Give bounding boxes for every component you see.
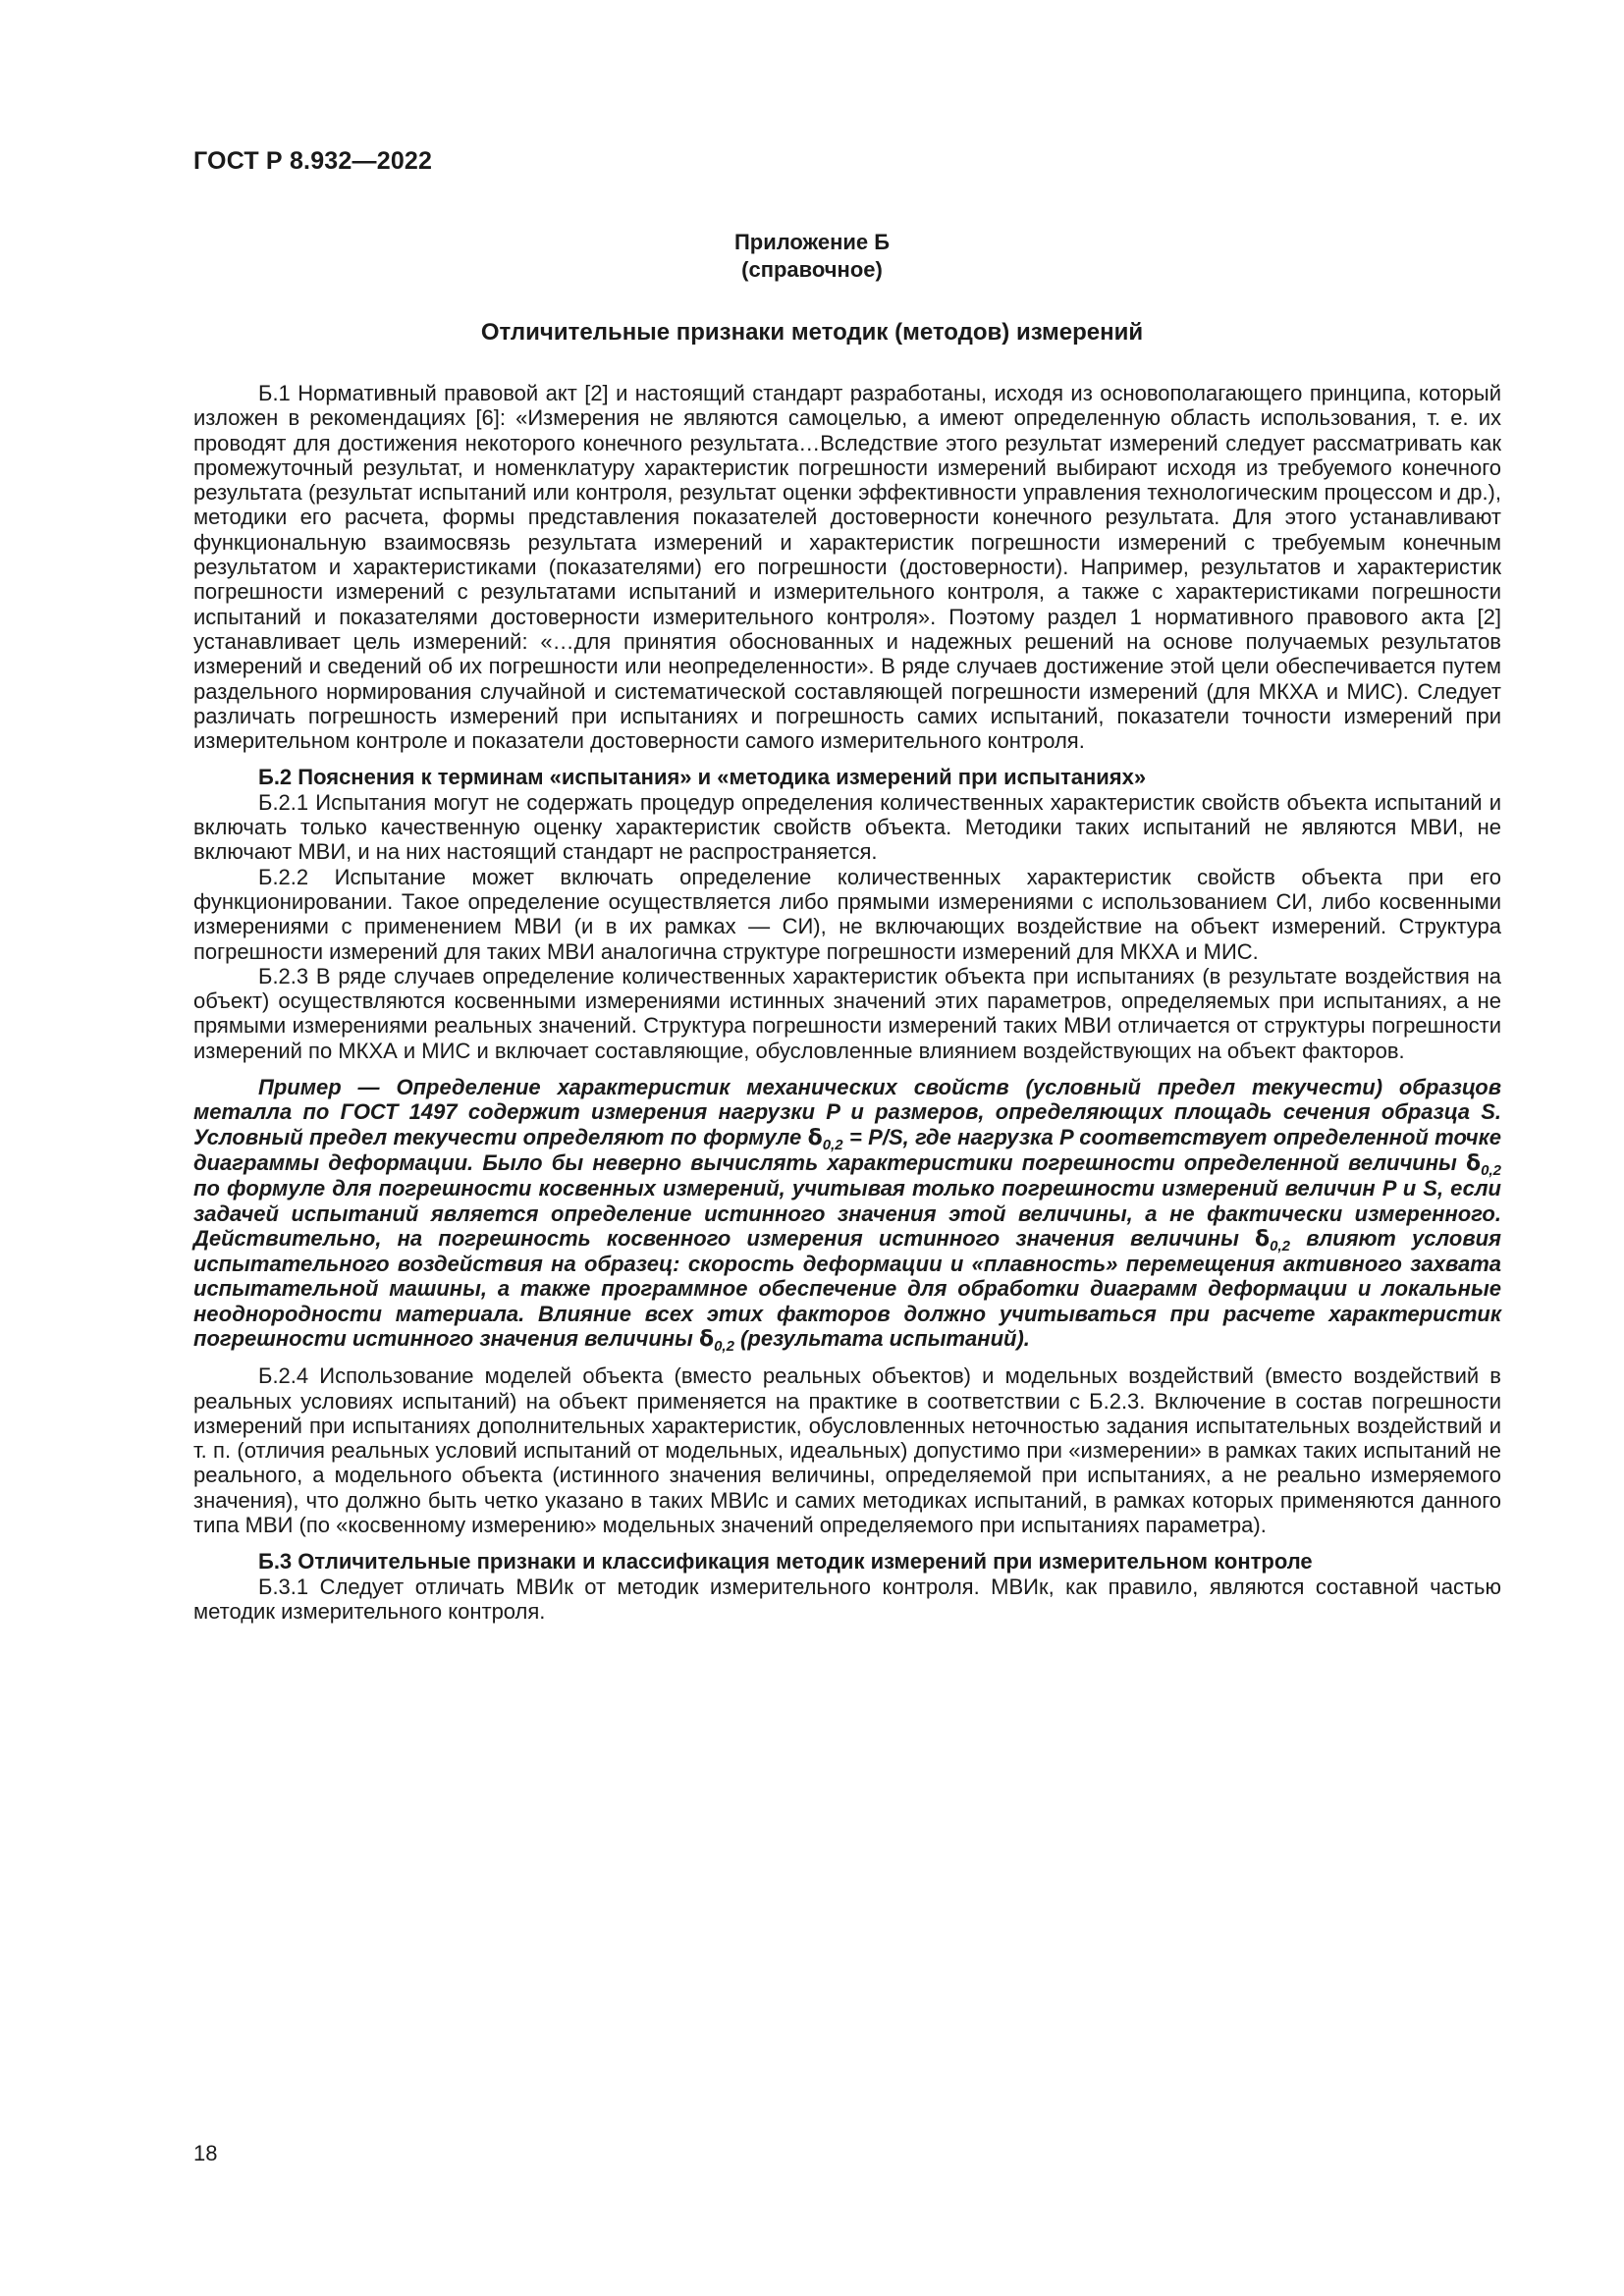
paragraph-b2-2: Б.2.2 Испытание может включать определение количественных характеристик свойств объекта при его функционировании. Такое определение осуществляется либо прямыми измерениями с использованием СИ, либо косвенными измерениями с применением МВИ (и в их рамках — СИ), не включающих воздействие на объект измерений. Структура погрешности измерений для таких МВИ аналогична структуре погрешности измерений для МКХА и МИС. xyxy=(193,864,1501,964)
document-code: ГОСТ Р 8.932—2022 xyxy=(193,147,433,175)
annex-subtitle: (справочное) xyxy=(741,257,883,282)
document-body xyxy=(193,381,1501,1624)
paragraph-b1: Б.1 Нормативный правовой акт [2] и настоящий стандарт разработаны, исходя из основополагающего принципа, который изложен в рекомендациях [6]: «Измерения не являются самоцелью, а имеют определенную область использования, т. е. их проводят для достижения некоторого конечного результата…Вследствие этого результат измерений следует рассматривать как промежуточный результат, и номенклатуру характеристик погрешности измерений выбирают исходя из требуемого конечного результата (результат испытаний или контроля, результат оценки эффективности управления технологическим процессом и др.), методики его расчета, формы представления показателей достоверности конечного результата. Для этого устанавливают функциональную взаимосвязь результата измерений и характеристик погрешности измерений с требуемым конечным результатом и характеристиками (показателями) его погрешности (достоверности). Например, результатов и характеристик погрешности измерений с результатами испытаний и измерительного контроля, а также с характеристиками погрешности испытаний и показателями достоверности измерительного контроля». Поэтому раздел 1 нормативного правового акта [2] устанавливает цель измерений: «…для принятия обоснованных и надежных решений на основе получаемых результатов измерений и сведений об их погрешности или неопределенности». В ряде случаев достижение этой цели обеспечивается путем раздельного нормирования случайной и систематической составляющей погрешности измерений (для МКХА и МИС). Следует различать погрешность измерений при испытаниях и погрешность самих испытаний, показатели точности измерений при измерительном контроле и показатели достоверности самого измерительного контроля. xyxy=(193,381,1501,754)
annex-main-title: Отличительные признаки методик (методов) измерений xyxy=(480,319,1144,346)
delta-symbol: δ xyxy=(807,1125,823,1150)
example-text: Пример — Определение характеристик механических свойств (условный предел текучести) образцов металла по ГОСТ 1497 содержит измерения нагрузки P и размеров, определяющих площадь сечения образца S. Условный предел текучести определяют по формуле xyxy=(193,1075,1501,1149)
paragraph-b2-4: Б.2.4 Использование моделей объекта (вместо реальных объектов) и модельных воздействий (вместо воздействий в реальных условиях испытаний) на объект применяется на практике в соответствии с Б.2.3. Включение в состав погрешности измерений при испытаниях дополнительных характеристик, обусловленных неточностью задания испытательных воздействий и т. п. (отличия реальных условий испытаний от модельных, идеальных) допустимо при «измерении» в рамках таких испытаний не реального, а модельного объекта (истинного значения величины, определяемой при испытаниях, а не реально измеряемого значения), что должно быть четко указано в таких МВИс и самих методиках испытаний, в рамках которых применяются данного типа МВИ (по «косвенному измерению» модельных значений определяемого при испытаниях параметра). xyxy=(193,1363,1501,1538)
example-text: влияют условия испытательного воздействия на образец: скорость деформации и «плавность» перемещения активного захвата испытательной машины, а также программное обеспечение для обработки диаграмм деформации и локальные неоднородности материала. Влияние всех этих факторов должно учитываться при расчете характеристик погрешности истинного значения величины xyxy=(193,1225,1501,1351)
example-text: = P/S, где нагрузка P соответствует определенной точке диаграммы деформации. Было бы неверно вычислять характеристики погрешности определенной величины xyxy=(193,1124,1501,1175)
section-heading-b3: Б.3 Отличительные признаки и классификация методик измерений при измерительном контроле xyxy=(258,1549,1313,1575)
annex-title: Приложение Б xyxy=(733,230,891,254)
example-text: по формуле для погрешности косвенных измерений, учитывая только погрешности измерений величин P и S, если задачей испытаний является определение истинного значения этой величины, а не фактически измеренного. Действительно, на погрешность косвенного измерения истинного значения величины xyxy=(193,1176,1501,1251)
section-heading-b2: Б.2 Пояснения к терминам «испытания» и «методика измерений при испытаниях» xyxy=(258,765,1147,790)
delta-subscript: 0,2 xyxy=(822,1136,843,1153)
example-paragraph xyxy=(193,1075,1501,1355)
page-number: 18 xyxy=(193,2141,218,2165)
example-text: (результата испытаний). xyxy=(733,1325,1030,1351)
delta-symbol: δ xyxy=(1466,1150,1482,1176)
paragraph-b2-1: Б.2.1 Испытания могут не содержать процедур определения количественных характеристик свойств объекта испытаний и включать только качественную оценку характеристик свойств объекта. Методики таких испытаний не являются МВИ, не включают МВИ, и на них настоящий стандарт не распространяется. xyxy=(193,789,1501,865)
paragraph-b2-3: Б.2.3 В ряде случаев определение количественных характеристик объекта при испытаниях (в результате воздействия на объект) осуществляются косвенными измерениями истинных значений этих параметров, определяемых при испытаниях, а не прямыми измерениями реальных значений. Структура погрешности измерений таких МВИ отличается от структуры погрешности измерений по МКХА и МИС и включает составляющие, обусловленные влиянием воздействующих на объект факторов. xyxy=(193,963,1501,1063)
delta-subscript: 0,2 xyxy=(714,1337,734,1355)
delta-symbol: δ xyxy=(1255,1226,1271,1252)
delta-symbol: δ xyxy=(698,1326,715,1352)
delta-subscript: 0,2 xyxy=(1270,1237,1291,1255)
paragraph-b3-1: Б.3.1 Следует отличать МВИк от методик измерительного контроля. МВИк, как правило, являются составной частью методик измерительного контроля. xyxy=(193,1574,1501,1624)
delta-subscript: 0,2 xyxy=(1481,1161,1501,1179)
